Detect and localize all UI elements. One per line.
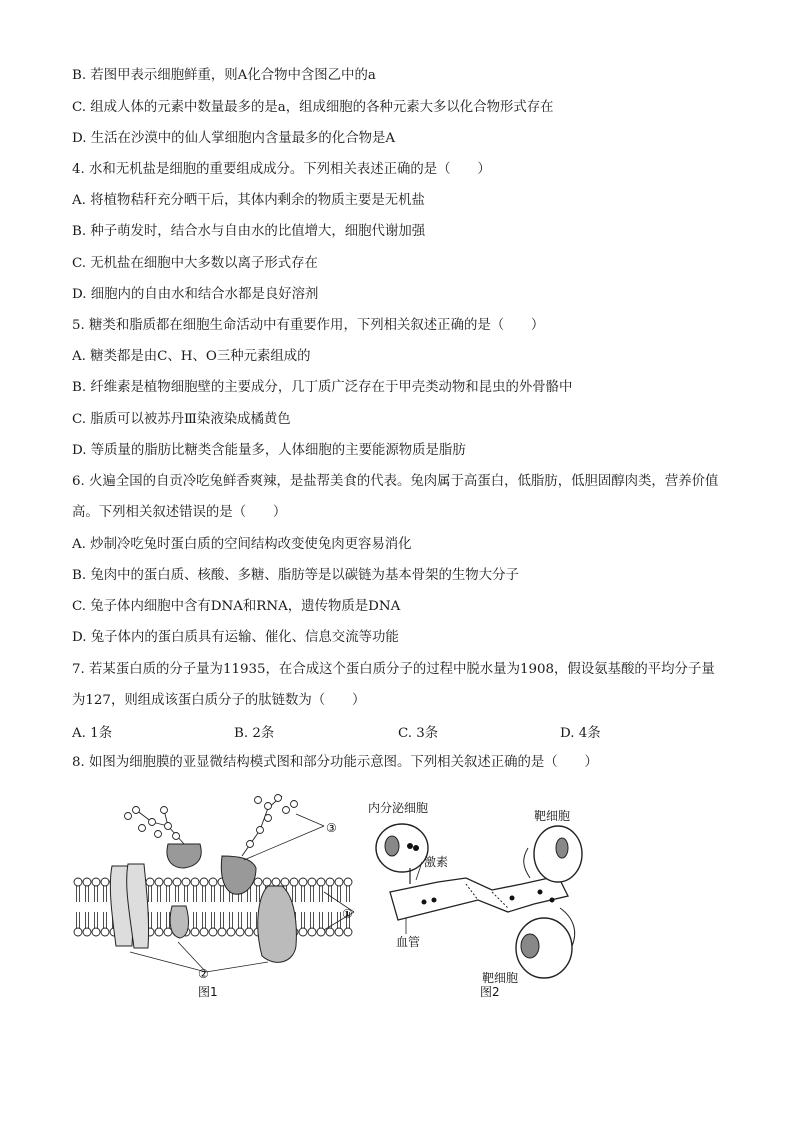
blood-vessel (390, 876, 568, 920)
phospholipid-head (335, 878, 343, 902)
figure2-target-bottom-label: 靶细胞 (482, 971, 519, 985)
phospholipid-head (200, 878, 208, 902)
q5-option-d: D. 等质量的脂肪比糖类含能量多，人体细胞的主要能源物质是脂肪 (72, 443, 466, 458)
figure2-caption: 图2 (480, 985, 500, 999)
endocrine-cell (376, 824, 428, 872)
phospholipid-head (173, 878, 181, 902)
phospholipid-head (245, 912, 253, 936)
phospholipid-head (200, 912, 208, 936)
phospholipid-head (83, 878, 91, 902)
q7-option-a: A. 1条 (72, 726, 113, 741)
phospholipid-head (290, 878, 298, 902)
q3-option-c: C. 组成人体的元素中数量最多的是a，组成细胞的各种元素大多以化合物形式存在 (72, 100, 554, 115)
phospholipid-head (344, 878, 352, 902)
phospholipid-head (191, 912, 199, 936)
phospholipid-head (317, 878, 325, 902)
phospholipid-head (92, 878, 100, 902)
hormone-granule (413, 845, 419, 851)
phospholipid-head (164, 878, 172, 902)
phospholipid-head (92, 912, 100, 936)
figure1-label-2: ② (198, 967, 209, 981)
figure1-membrane-diagram (72, 786, 362, 1001)
target-cell-bottom-nucleus (521, 934, 539, 958)
q4-option-b: B. 种子萌发时，结合水与自由水的比值增大，细胞代谢加强 (72, 224, 426, 239)
glycocalyx-chain-left (125, 807, 185, 845)
q6-option-a: A. 炒制冷吃兔时蛋白质的空间结构改变使兔肉更容易消化 (72, 537, 412, 552)
q7-option-b: B. 2条 (234, 726, 275, 741)
phospholipid-head (83, 912, 91, 936)
phospholipid-head (308, 878, 316, 902)
q3-option-b: B. 若图甲表示细胞鲜重，则A化合物中含图乙中的a (72, 68, 376, 83)
figure2-endocrine-label: 内分泌细胞 (368, 801, 429, 815)
phospholipid-head (227, 912, 235, 936)
q3-option-d: D. 生活在沙漠中的仙人掌细胞内含量最多的化合物是A (72, 131, 396, 146)
phospholipid-head (299, 878, 307, 902)
q5-option-c: C. 脂质可以被苏丹Ⅲ染液染成橘黄色 (72, 412, 291, 427)
inner-protein-large (258, 886, 297, 962)
hormone-granule (407, 843, 413, 849)
q6-option-c: C. 兔子体内细胞中含有DNA和RNA，遗传物质是DNA (72, 599, 401, 614)
phospholipid-head (74, 912, 82, 936)
q4-option-d: D. 细胞内的自由水和结合水都是良好溶剂 (72, 287, 319, 302)
endocrine-nucleus (385, 836, 399, 856)
phospholipid-head (326, 912, 334, 936)
phospholipid-head (236, 912, 244, 936)
inner-protein-small (170, 906, 188, 938)
q4-stem: 4. 水和无机盐是细胞的重要组成成分。下列相关表述正确的是（ ） (72, 162, 491, 177)
figure2-endocrine-diagram (362, 796, 602, 1001)
q7-option-c: C. 3条 (398, 726, 439, 741)
q6-stem: 6. 火遍全国的自贡冷吃兔鲜香爽辣，是盐帮美食的代表。兔肉属于高蛋白，低脂肪，低胆固醇肉类，营养价值高。下列相关叙述错误的是（ ） (72, 474, 719, 520)
phospholipid-head (191, 878, 199, 902)
phospholipid-head (209, 878, 217, 902)
phospholipid-head (209, 912, 217, 936)
phospholipid-head (308, 912, 316, 936)
figure1-label-1: ① (342, 907, 353, 921)
figure2-hormone-label: 激素 (424, 855, 449, 869)
q7-stem: 7. 若某蛋白质的分子量为11935，在合成这个蛋白质分子的过程中脱水量为1908，假设氨基酸的平均分子量为127，则组成该蛋白质分子的肽链数为（ ） (72, 662, 715, 708)
q5-option-b: B. 纤维素是植物细胞壁的主要成分，几丁质广泛存在于甲壳类动物和昆虫的外骨骼中 (72, 380, 573, 395)
phospholipid-head (218, 912, 226, 936)
figure2-vessel-label: 血管 (396, 935, 421, 949)
phospholipid-head (101, 878, 109, 902)
q8-stem: 8. 如图为细胞膜的亚显微结构模式图和部分功能示意图。下列相关叙述正确的是（ ） (72, 755, 598, 770)
q6-option-d: D. 兔子体内的蛋白质具有运输、催化、信息交流等功能 (72, 630, 399, 645)
phospholipid-head (155, 878, 163, 902)
target-cell-top-nucleus (556, 838, 568, 858)
q4-option-c: C. 无机盐在细胞中大多数以离子形式存在 (72, 256, 318, 271)
phospholipid-head (155, 912, 163, 936)
phospholipid-head (74, 878, 82, 902)
glycoprotein-peripheral (167, 844, 201, 868)
q7-option-d: D. 4条 (560, 726, 601, 741)
q5-option-a: A. 糖类都是由C、H、O三种元素组成的 (72, 349, 311, 364)
figure2-target-top-label: 靶细胞 (534, 809, 571, 823)
figure1-label-3: ③ (326, 821, 337, 835)
phospholipid-head (317, 912, 325, 936)
phospholipid-head (182, 878, 190, 902)
q6-option-b: B. 兔肉中的蛋白质、核酸、多糖、脂肪等是以碳链为基本骨架的生物大分子 (72, 568, 519, 583)
glycocalyx-chain-right (242, 795, 298, 857)
phospholipid-head (326, 878, 334, 902)
phospholipid-head (299, 912, 307, 936)
q4-option-a: A. 将植物秸秆充分晒干后，其体内剩余的物质主要是无机盐 (72, 193, 425, 208)
q5-stem: 5. 糖类和脂质都在细胞生命活动中有重要作用，下列相关叙述正确的是（ ） (72, 318, 545, 333)
phospholipid-head (101, 912, 109, 936)
figure1-caption: 图1 (198, 985, 218, 999)
q7-options (72, 722, 724, 742)
